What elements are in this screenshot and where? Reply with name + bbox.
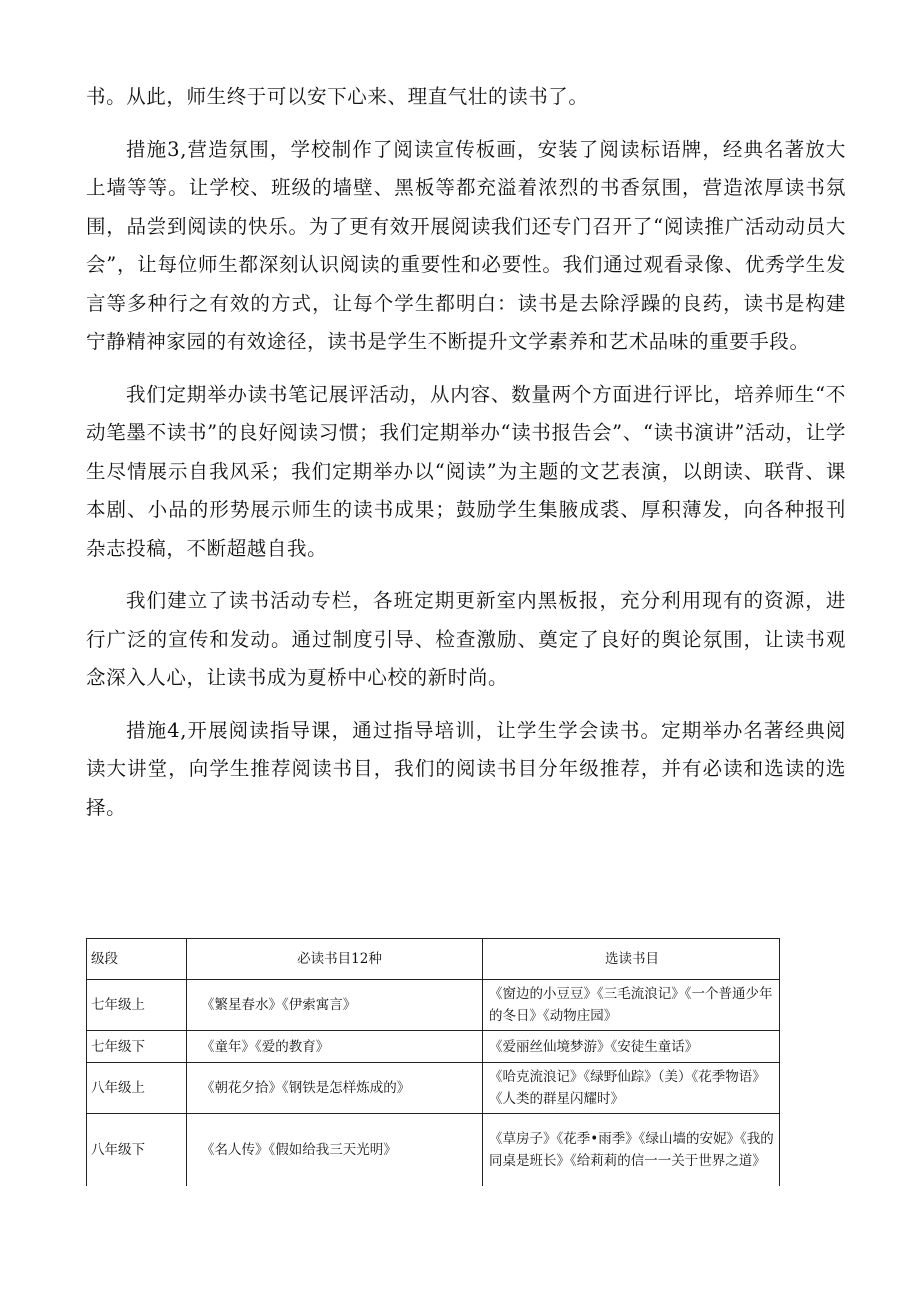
required-books-cell: 《朝花夕拾》《钢铁是怎样炼成的》 (187, 1063, 483, 1114)
required-books-cell: 《童年》《爱的教育》 (187, 1031, 483, 1063)
table-row (87, 1031, 780, 1063)
grade-cell: 八年级上 (87, 1063, 187, 1114)
paragraph-reading-activities: 我们定期举办读书笔记展评活动，从内容、数量两个方面进行评比，培养师生“不动笔墨不读书”的良好阅读习惯；我们定期举办“读书报告会”、“读书演讲”活动，让学生尽情展示自我风采；我们定期举办以“阅读”为主题的文艺表演，以朗读、联背、课本剧、小品的形势展示师生的读书成果；鼓励学生集腋成裘、厚积薄发，向各种报刊杂志投稿，不断超越自我。 (86, 382, 846, 560)
grade-cell: 七年级下 (87, 1031, 187, 1063)
header-optional-books: 选读书目 (483, 939, 780, 980)
table-row (87, 1114, 780, 1187)
table-header-row (87, 939, 780, 980)
grade-cell: 七年级上 (87, 980, 187, 1031)
optional-books-cell: 《爱丽丝仙境梦游》《安徒生童话》 (483, 1031, 780, 1063)
optional-books-cell: 《哈克流浪记》《绿野仙踪》（美）《花季物语》《人类的群星闪耀时》 (483, 1063, 780, 1114)
paragraph-reading-column: 我们建立了读书活动专栏，各班定期更新室内黑板报，充分利用现有的资源，进行广泛的宣传和发动。通过制度引导、检查激励、奠定了良好的舆论氛围，让读书观念深入人心，让读书成为夏桥中心校的新时尚。 (86, 589, 846, 689)
reading-list-table (86, 938, 780, 1186)
paragraph-measure-4: 措施4,开展阅读指导课，通过指导培训，让学生学会读书。定期举办名著经典阅读大讲堂，向学生推荐阅读书目，我们的阅读书目分年级推荐，并有必读和选读的选择。 (86, 718, 846, 819)
optional-books-cell: 《窗边的小豆豆》《三毛流浪记》《一个普通少年的冬日》《动物庄园》 (483, 980, 780, 1031)
table-row (87, 980, 780, 1031)
optional-books-cell: 《草房子》《花季•雨季》《绿山墙的安妮》《我的同桌是班长》《给莉莉的信一一关于世界之道》 (483, 1114, 780, 1187)
header-required-books: 必读书目12种 (187, 939, 483, 980)
required-books-cell: 《名人传》《假如给我三天光明》 (187, 1114, 483, 1187)
required-books-cell: 《繁星春水》《伊索寓言》 (187, 980, 483, 1031)
header-grade: 级段 (87, 939, 187, 980)
grade-cell: 八年级下 (87, 1114, 187, 1187)
table-row (87, 1063, 780, 1114)
paragraph-measure-3: 措施3,营造氛围，学校制作了阅读宣传板画，安装了阅读标语牌，经典名著放大上墙等等。让学校、班级的墙壁、黑板等都充溢着浓烈的书香氛围，营造浓厚读书氛围，品尝到阅读的快乐。为了更有效开展阅读我们还专门召开了“阅读推广活动动员大会”，让每位师生都深刻认识阅读的重要性和必要性。我们通过观看录像、优秀学生发言等多种行之有效的方式，让每个学生都明白：读书是去除浮躁的良药，读书是构建宁静精神家园的有效途径，读书是学生不断提升文学素养和艺术品味的重要手段。 (86, 137, 846, 353)
paragraph-continuation: 书。从此，师生终于可以安下心来、理直气壮的读书了。 (86, 85, 589, 108)
document-body (86, 78, 846, 827)
